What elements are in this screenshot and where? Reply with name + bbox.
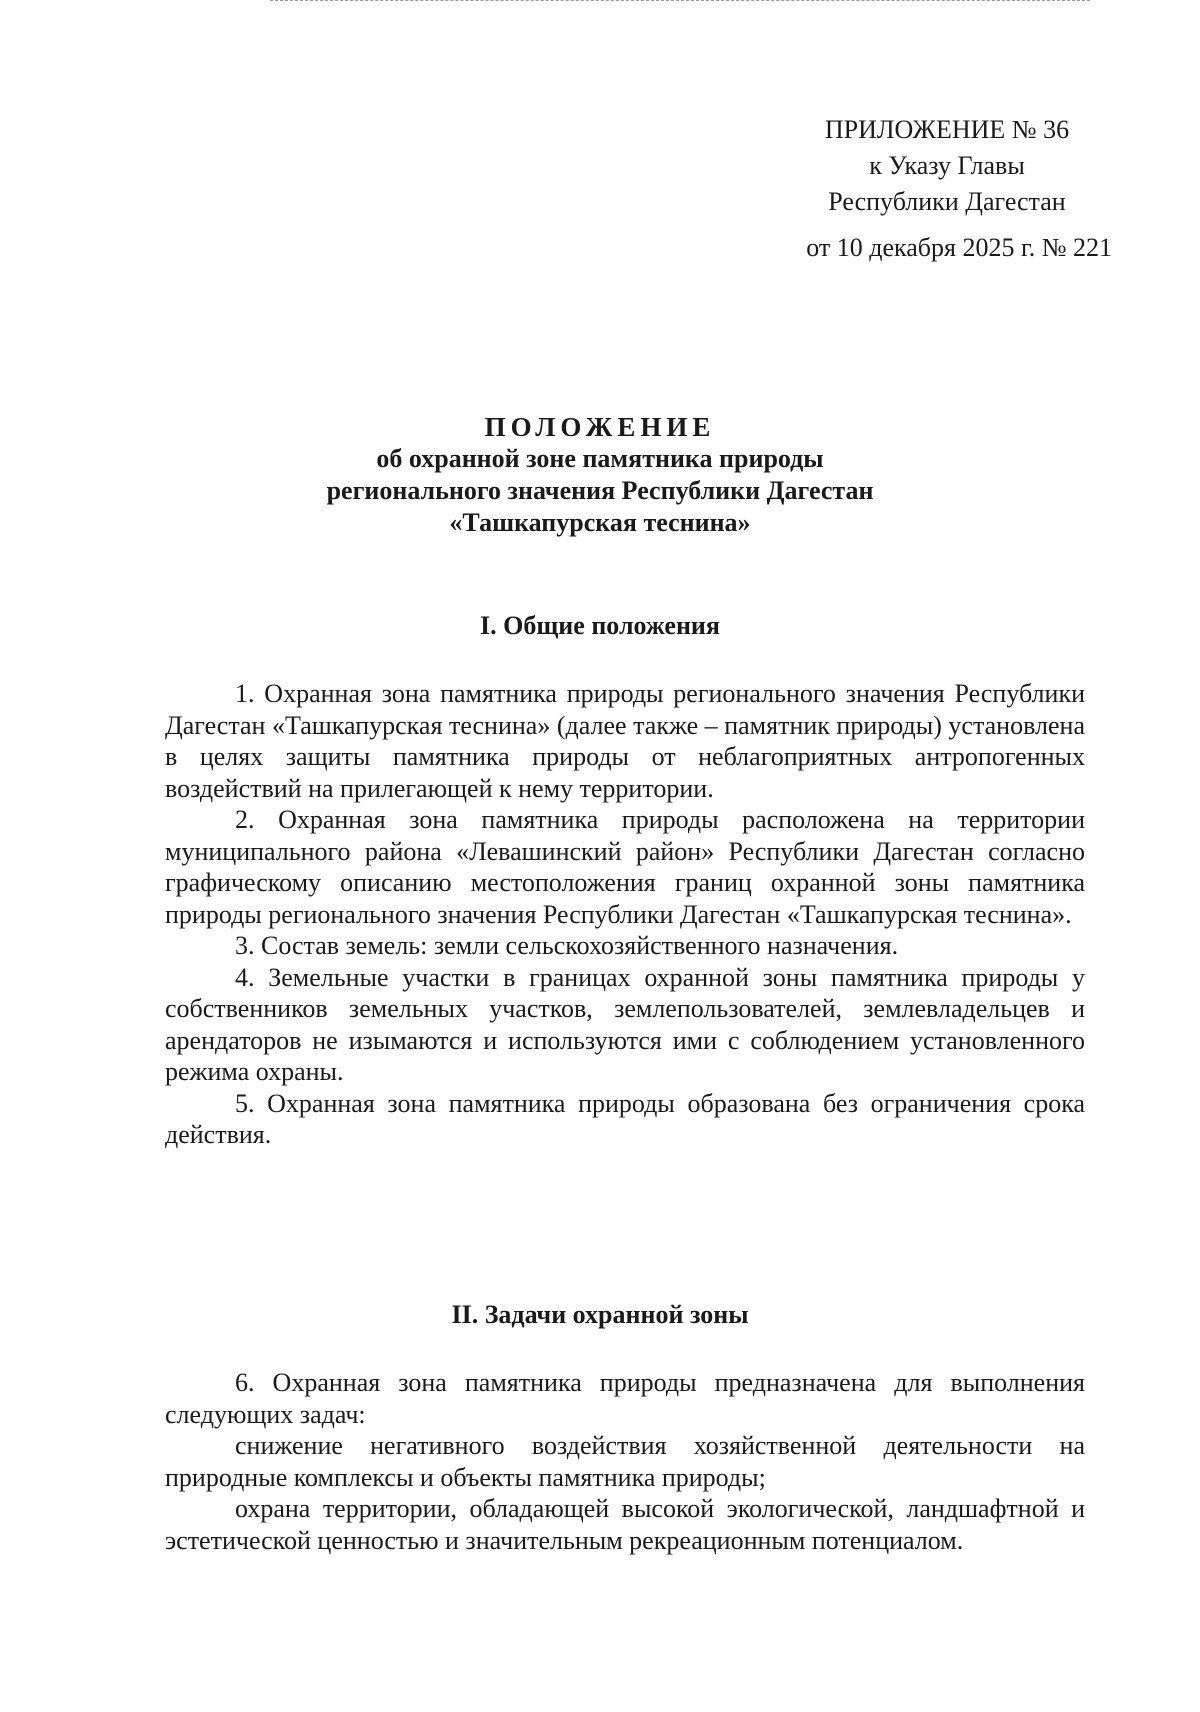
annex-decree-reference: к Указу Главы <box>869 151 1025 180</box>
scan-edge-line <box>270 0 1090 2</box>
paragraph-6: 6. Охранная зона памятника природы предназначена для выполнения следующих задач: <box>165 1368 1085 1429</box>
task-item-2: охрана территории, обладающей высокой экологической, ландшафтной и эстетической ценностью и значительным рекреационным потенциалом. <box>165 1494 1085 1555</box>
section-heading-general: I. Общие положения <box>480 611 720 640</box>
title-line-2: регионального значения Республики Дагестан <box>326 476 874 505</box>
paragraph-5: 5. Охранная зона памятника природы образована без ограничения срока действия. <box>165 1088 1085 1149</box>
document-title <box>0 411 1200 539</box>
annex-date: от 10 декабря 2025 г. № 221 <box>806 233 1112 262</box>
section-tasks-body <box>165 1367 1085 1556</box>
paragraph-2: 2. Охранная зона памятника природы расположена на территории муниципального района «Левашинский район» Республики Дагестан согласно графическому описанию местоположения границ охранной зоны памятника природы регионального значения Республики Дагестан «Ташкапурская теснина». <box>165 805 1085 929</box>
section-heading-tasks: II. Задачи охранной зоны <box>451 1300 749 1329</box>
paragraph-3: 3. Состав земель: земли сельскохозяйственного назначения. <box>235 931 899 960</box>
section-general-body <box>165 678 1085 1151</box>
title-heading: ПОЛОЖЕНИЕ <box>484 412 716 442</box>
title-line-3: «Ташкапурская теснина» <box>449 508 751 537</box>
title-line-1: об охранной зоне памятника природы <box>376 444 824 473</box>
annex-number: ПРИЛОЖЕНИЕ № 36 <box>824 115 1070 144</box>
annex-republic: Республики Дагестан <box>828 187 1066 216</box>
paragraph-1: 1. Охранная зона памятника природы регионального значения Республики Дагестан «Ташкапурская теснина» (далее также – памятник природы) установлена в целях защиты памятника природы от неблагоприятных антропогенных воздействий на прилегающей к нему территории. <box>165 679 1085 803</box>
paragraph-4: 4. Земельные участки в границах охранной зоны памятника природы у собственников земельных участков, землепользователей, землевладельцев и арендаторов не изымаются и используются ими с соблюдением установленного режима охраны. <box>165 962 1085 1086</box>
task-item-1: снижение негативного воздействия хозяйственной деятельности на природные комплексы и объекты памятника природы; <box>165 1431 1085 1492</box>
annex-header <box>692 112 1112 266</box>
